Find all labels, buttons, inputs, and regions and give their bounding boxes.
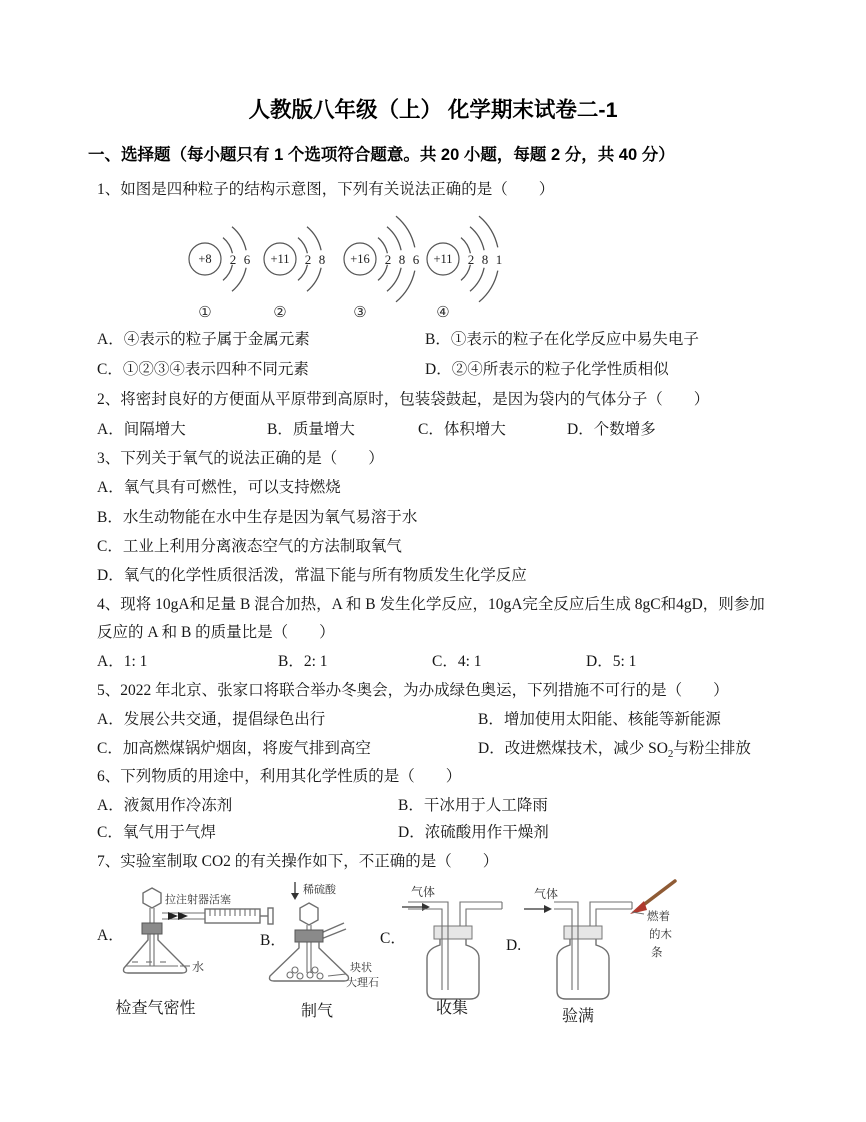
caption-fullness-test: 验满 xyxy=(561,1008,594,1025)
q2-option-a: A．间隔增大 xyxy=(97,421,186,438)
q5-option-b: B．增加使用太阳能、核能等新能源 xyxy=(478,711,721,728)
particle-label: ① xyxy=(198,305,212,321)
q7-apparatus-row xyxy=(0,878,866,1038)
q6-option-a: A．液氮用作冷冻剂 xyxy=(97,797,233,814)
q4-option-c: C．4: 1 xyxy=(432,653,482,670)
apparatus-gas-collection-diagram xyxy=(398,878,510,1002)
svg-text:+11: +11 xyxy=(270,252,290,266)
section-heading: 一、选择题（每小题只有 1 个选项符合题意。共 20 小题，每题 2 分，共 40 分） xyxy=(88,146,675,164)
caption-airtightness: 检查气密性 xyxy=(115,1000,196,1017)
water-label: 水 xyxy=(192,960,205,974)
rubber-stopper xyxy=(142,923,162,934)
rubber-stopper xyxy=(295,930,323,942)
caption-collection: 收集 xyxy=(435,1000,468,1017)
marble-label-line2: 大理石 xyxy=(346,977,379,989)
syringe-pull-label: 拉注射器活塞 xyxy=(165,894,231,906)
q4-option-b: B．2: 1 xyxy=(278,653,328,670)
gas-label: 气体 xyxy=(411,885,436,899)
q3-stem: 3、下列关于氧气的说法正确的是（ ） xyxy=(97,450,384,467)
q4-option-d: D．5: 1 xyxy=(586,653,637,670)
svg-text:2: 2 xyxy=(467,252,475,267)
q5-option-c: C．加高燃煤锅炉烟囱，将废气排到高空 xyxy=(97,740,371,757)
q1-option-d: D．②④所表示的粒子化学性质相似 xyxy=(425,361,669,378)
syringe-barrel xyxy=(205,909,260,923)
bottle-stopper xyxy=(434,926,472,939)
apparatus-airtightness-check-diagram xyxy=(112,882,277,994)
atom-structure-icon xyxy=(258,213,346,305)
q2-option-d: D．个数增多 xyxy=(567,421,656,438)
q5-so2-subscript: 2 xyxy=(667,748,674,761)
q7-letter-c: C． xyxy=(380,930,406,947)
svg-text:+11: +11 xyxy=(433,252,453,266)
q1-option-c: C．①②③④表示四种不同元素 xyxy=(97,361,309,378)
particle-diagram-2 xyxy=(258,213,346,325)
svg-text:2: 2 xyxy=(384,252,392,267)
q5-stem: 5、2022 年北京、张家口将联合举办冬奥会，为办成绿色奥运，下列措施不可行的是（ ） xyxy=(97,682,729,699)
q7-letter-a: A． xyxy=(97,927,124,944)
q5-option-a: A．发展公共交通，提倡绿色出行 xyxy=(97,711,326,728)
q6-option-b: B．干冰用于人工降雨 xyxy=(398,797,548,814)
gas-label: 气体 xyxy=(534,887,559,901)
splint-label-line2: 的木 xyxy=(649,929,672,941)
q2-option-b: B．质量增大 xyxy=(267,421,355,438)
q5-option-d xyxy=(478,738,751,765)
svg-text:8: 8 xyxy=(398,252,406,267)
marble-label-line1: 块状 xyxy=(350,962,372,974)
svg-text:2: 2 xyxy=(304,252,312,267)
q7-stem: 7、实验室制取 CO2 的有关操作如下，不正确的是（ ） xyxy=(97,853,499,870)
particle-diagram-4 xyxy=(421,213,521,325)
q5-option-d-text-tail: 与粉尘排放 xyxy=(673,740,751,757)
particle-label: ② xyxy=(273,305,287,321)
particle-label: ④ xyxy=(436,305,450,321)
q7-letter-d: D. xyxy=(506,937,522,954)
q6-option-c: C．氧气用于气焊 xyxy=(97,824,216,841)
svg-text:8: 8 xyxy=(481,252,489,267)
q3-option-d: D．氧气的化学性质很活泼，常温下能与所有物质发生化学反应 xyxy=(97,567,527,584)
q2-option-c: C．体积增大 xyxy=(418,421,506,438)
q6-stem: 6、下列物质的用途中，利用其化学性质的是（ ） xyxy=(97,768,462,785)
apparatus-fullness-test-diagram xyxy=(520,878,720,1008)
svg-text:1: 1 xyxy=(495,252,503,267)
splint-label-line1: 燃着 xyxy=(647,911,670,923)
atom-structure-icon xyxy=(421,213,521,305)
apparatus-gas-generation-diagram xyxy=(262,878,392,996)
particle-label: ③ xyxy=(353,305,367,321)
svg-text:8: 8 xyxy=(318,252,326,267)
page-title: 人教版八年级（上） 化学期末试卷二-1 xyxy=(248,98,618,122)
q7-letter-b: B． xyxy=(260,932,286,949)
q3-option-c: C．工业上利用分离液态空气的方法制取氧气 xyxy=(97,538,402,555)
burning-splint-icon xyxy=(642,881,675,906)
q1-option-a: A．④表示的粒子属于金属元素 xyxy=(97,331,310,348)
dilute-acid-label: 稀硫酸 xyxy=(303,884,336,896)
q1-option-b: B．①表示的粒子在化学反应中易失电子 xyxy=(425,331,699,348)
svg-text:+8: +8 xyxy=(198,252,212,266)
svg-text:6: 6 xyxy=(243,252,251,267)
q4-stem-line2: 反应的 A 和 B 的质量比是（ ） xyxy=(97,624,335,641)
q2-stem: 2、将密封良好的方便面从平原带到高原时，包装袋鼓起，是因为袋内的气体分子（ ） xyxy=(97,391,710,408)
q4-stem-line1: 4、现将 10gA和足量 B 混合加热，A 和 B 发生化学反应，10gA完全反应后生成 8gC和4gD，则参加 xyxy=(97,596,765,613)
q6-option-d: D．浓硫酸用作干燥剂 xyxy=(398,824,549,841)
bottle-stopper xyxy=(564,926,602,939)
svg-text:6: 6 xyxy=(412,252,420,267)
caption-gas-generation: 制气 xyxy=(300,1003,333,1020)
q1-stem: 1、如图是四种粒子的结构示意图，下列有关说法正确的是（ ） xyxy=(97,181,555,198)
q4-option-a: A．1: 1 xyxy=(97,653,148,670)
splint-label-line3: 条 xyxy=(651,947,663,959)
q3-option-a: A．氧气具有可燃性，可以支持燃烧 xyxy=(97,479,341,496)
q3-option-b: B．水生动物能在水中生存是因为氧气易溶于水 xyxy=(97,509,418,526)
q5-option-d-text: D．改进燃煤技术，减少 SO xyxy=(478,740,668,757)
svg-text:2: 2 xyxy=(229,252,237,267)
svg-text:+16: +16 xyxy=(350,252,370,266)
